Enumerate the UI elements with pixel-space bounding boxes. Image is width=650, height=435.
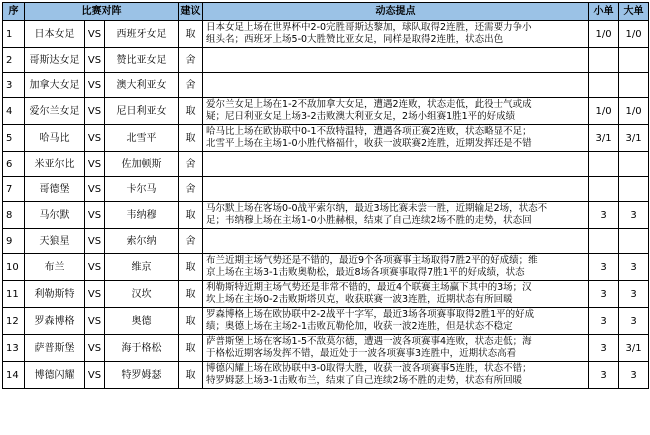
- small-bet: [589, 73, 619, 98]
- vs-label: VS: [85, 229, 105, 254]
- vs-label: VS: [85, 177, 105, 202]
- recommendation: 舍: [179, 73, 203, 98]
- away-team: 奥德: [105, 308, 179, 335]
- big-bet: 3: [619, 308, 649, 335]
- home-team: 米亚尔比: [25, 152, 85, 177]
- away-team: 索尔纳: [105, 229, 179, 254]
- analysis-text: 布兰近期主场气势还是不错的，最近9个各项赛事主场取得7胜2平的好成绩；维 京上场在主场3-1击败奥勒松，最近8场各项赛事取得7胜1平的好成绩，状态: [203, 254, 589, 281]
- header-recommend: 建议: [179, 3, 203, 21]
- away-team: 特罗姆瑟: [105, 362, 179, 389]
- row-index: 11: [3, 281, 25, 308]
- analysis-text: 日本女足上场在世界杯中2-0完胜哥斯达黎加，球队取得2连胜，还需要力争小 组头名；西班牙上场5-0大胜赞比亚女足，同样是取得2连胜，状态出色: [203, 21, 589, 48]
- away-team: 韦纳穆: [105, 202, 179, 229]
- recommendation: 取: [179, 125, 203, 152]
- away-team: 西班牙女足: [105, 21, 179, 48]
- small-bet: [589, 177, 619, 202]
- recommendation: 取: [179, 21, 203, 48]
- recommendation: 取: [179, 202, 203, 229]
- table-row: [3, 308, 649, 335]
- table-row: [3, 281, 649, 308]
- vs-label: VS: [85, 48, 105, 73]
- analysis-text: [203, 177, 589, 202]
- home-team: 哥德堡: [25, 177, 85, 202]
- small-bet: 1/0: [589, 98, 619, 125]
- recommendation: 取: [179, 335, 203, 362]
- recommendation: 取: [179, 362, 203, 389]
- away-team: 海于格松: [105, 335, 179, 362]
- row-index: 9: [3, 229, 25, 254]
- analysis-text: 哈马比上场在欧协联中0-1不敌特温特，遭遇各项正赛2连败，状态略显不足； 北雪平上场在主场1-0小胜代格福什，收获一波联赛2连胜，近期发挥还是不错: [203, 125, 589, 152]
- row-index: 3: [3, 73, 25, 98]
- home-team: 天狼星: [25, 229, 85, 254]
- row-index: 10: [3, 254, 25, 281]
- vs-label: VS: [85, 98, 105, 125]
- big-bet: [619, 229, 649, 254]
- recommendation: 取: [179, 98, 203, 125]
- big-bet: [619, 152, 649, 177]
- home-team: 哈马比: [25, 125, 85, 152]
- small-bet: 3: [589, 335, 619, 362]
- header-index: 序: [3, 3, 25, 21]
- big-bet: [619, 73, 649, 98]
- small-bet: 3: [589, 362, 619, 389]
- table-row: [3, 125, 649, 152]
- analysis-text: [203, 229, 589, 254]
- table-row: [3, 48, 649, 73]
- table-row: [3, 335, 649, 362]
- row-index: 6: [3, 152, 25, 177]
- match-recommendation-sheet: [2, 2, 648, 433]
- small-bet: [589, 48, 619, 73]
- row-index: 8: [3, 202, 25, 229]
- small-bet: 3: [589, 308, 619, 335]
- away-team: 维京: [105, 254, 179, 281]
- analysis-text: 爱尔兰女足上场在1-2不敌加拿大女足，遭遇2连败，状态走低，此役士气或成 疑；尼日利亚女足上场3-2击败澳大利亚女足，2场小组赛1胜1平的好成绩: [203, 98, 589, 125]
- vs-label: VS: [85, 254, 105, 281]
- away-team: 北雪平: [105, 125, 179, 152]
- row-index: 13: [3, 335, 25, 362]
- big-bet: 3: [619, 254, 649, 281]
- vs-label: VS: [85, 202, 105, 229]
- match-table: [2, 2, 649, 389]
- vs-label: VS: [85, 281, 105, 308]
- table-row: [3, 152, 649, 177]
- header-big: 大单: [619, 3, 649, 21]
- analysis-text: [203, 48, 589, 73]
- row-index: 4: [3, 98, 25, 125]
- row-index: 2: [3, 48, 25, 73]
- vs-label: VS: [85, 125, 105, 152]
- vs-label: VS: [85, 308, 105, 335]
- recommendation: 舍: [179, 152, 203, 177]
- home-team: 布兰: [25, 254, 85, 281]
- header-matchup: 比赛对阵: [25, 3, 179, 21]
- big-bet: 3/1: [619, 335, 649, 362]
- small-bet: 3/1: [589, 125, 619, 152]
- home-team: 爱尔兰女足: [25, 98, 85, 125]
- home-team: 加拿大女足: [25, 73, 85, 98]
- away-team: 卡尔马: [105, 177, 179, 202]
- row-index: 14: [3, 362, 25, 389]
- big-bet: 3: [619, 202, 649, 229]
- big-bet: [619, 48, 649, 73]
- vs-label: VS: [85, 335, 105, 362]
- big-bet: 3/1: [619, 125, 649, 152]
- recommendation: 取: [179, 281, 203, 308]
- vs-label: VS: [85, 21, 105, 48]
- small-bet: [589, 152, 619, 177]
- table-row: [3, 98, 649, 125]
- vs-label: VS: [85, 73, 105, 98]
- header-analysis: 动态提点: [203, 3, 589, 21]
- analysis-text: [203, 152, 589, 177]
- big-bet: [619, 177, 649, 202]
- vs-label: VS: [85, 152, 105, 177]
- recommendation: 舍: [179, 48, 203, 73]
- away-team: 赞比亚女足: [105, 48, 179, 73]
- table-row: [3, 73, 649, 98]
- table-row: [3, 229, 649, 254]
- small-bet: 3: [589, 281, 619, 308]
- big-bet: 3: [619, 362, 649, 389]
- small-bet: 1/0: [589, 21, 619, 48]
- small-bet: 3: [589, 254, 619, 281]
- home-team: 马尔默: [25, 202, 85, 229]
- row-index: 1: [3, 21, 25, 48]
- home-team: 哥斯达女足: [25, 48, 85, 73]
- table-row: [3, 202, 649, 229]
- recommendation: 舍: [179, 177, 203, 202]
- row-index: 5: [3, 125, 25, 152]
- table-row: [3, 254, 649, 281]
- table-row: [3, 177, 649, 202]
- analysis-text: 萨普斯堡上场在客场1-5不敌莫尔德，遭遇一波各项赛事4连败，状态走低；海 于格松近期客场发挥不错，最近处于一波各项赛事3连胜中，近期状态高看: [203, 335, 589, 362]
- away-team: 汉坎: [105, 281, 179, 308]
- header-row: [3, 3, 649, 21]
- header-small: 小单: [589, 3, 619, 21]
- table-row: [3, 362, 649, 389]
- away-team: 佐加顿斯: [105, 152, 179, 177]
- home-team: 罗森博格: [25, 308, 85, 335]
- analysis-text: 利勒斯特近期主场气势还是非常不错的，最近4个联赛主场赢下其中的3场；汉 坎上场在主场0-2击败斯塔贝克，收获联赛一波3连胜，近期状态有所回暖: [203, 281, 589, 308]
- home-team: 日本女足: [25, 21, 85, 48]
- row-index: 12: [3, 308, 25, 335]
- analysis-text: 罗森博格上场在欧协联中2-2战平十字军，最近3场各项赛事取得2胜1平的好成 绩；奥德上场在主场2-1击败瓦勒伦加，收获一波2连胜，但是状态不稳定: [203, 308, 589, 335]
- row-index: 7: [3, 177, 25, 202]
- away-team: 澳大利亚女: [105, 73, 179, 98]
- small-bet: 3: [589, 202, 619, 229]
- analysis-text: [203, 73, 589, 98]
- big-bet: 3: [619, 281, 649, 308]
- home-team: 利勒斯特: [25, 281, 85, 308]
- recommendation: 取: [179, 254, 203, 281]
- home-team: 萨普斯堡: [25, 335, 85, 362]
- analysis-text: 博德闪耀上场在欧协联中3-0取得大胜，收获一波各项赛事5连胜，状态不错； 特罗姆瑟上场3-1击败布兰，结束了自己连续2场不胜的走势，状态有所回暖: [203, 362, 589, 389]
- away-team: 尼日利亚女: [105, 98, 179, 125]
- vs-label: VS: [85, 362, 105, 389]
- small-bet: [589, 229, 619, 254]
- home-team: 博德闪耀: [25, 362, 85, 389]
- recommendation: 取: [179, 308, 203, 335]
- analysis-text: 马尔默上场在客场0-0战平索尔纳，最近3场比赛未尝一胜，近期输足2场，状态不 足；韦纳穆上场在主场1-0小胜赫根，结束了自己连续2场不胜的走势，状态回: [203, 202, 589, 229]
- big-bet: 1/0: [619, 21, 649, 48]
- table-row: [3, 21, 649, 48]
- recommendation: 舍: [179, 229, 203, 254]
- big-bet: 1/0: [619, 98, 649, 125]
